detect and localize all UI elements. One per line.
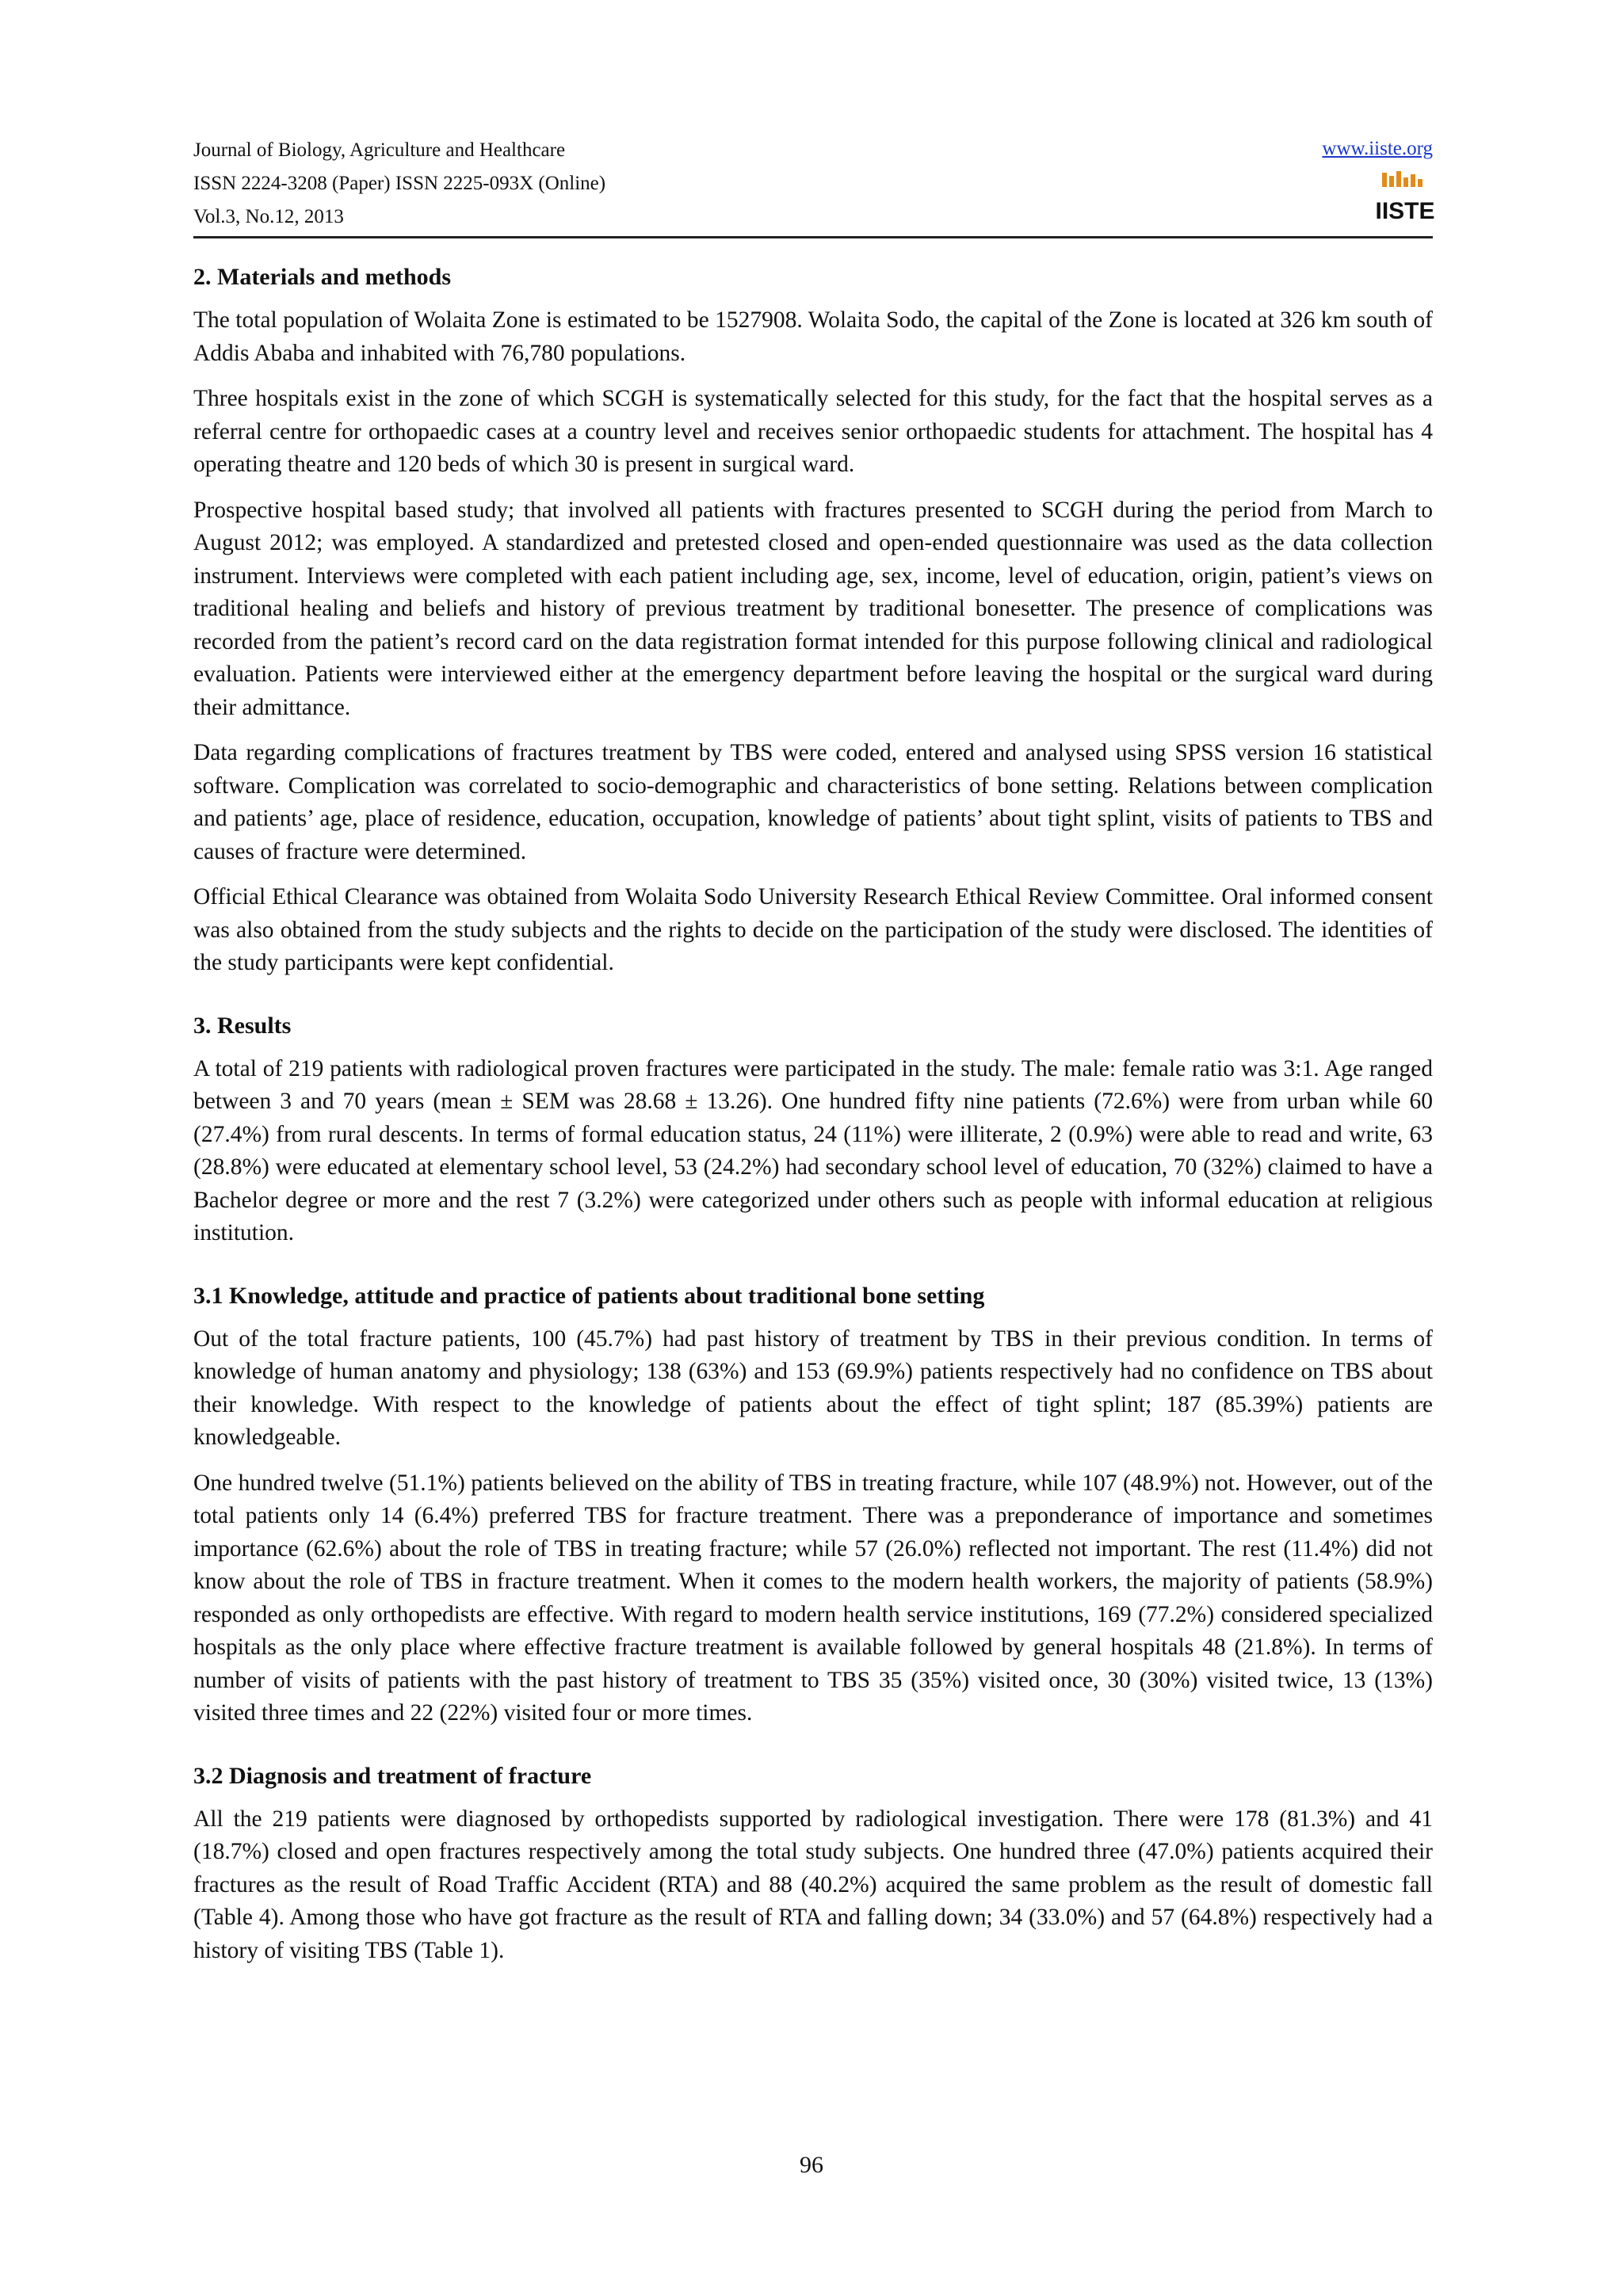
- issn-line: ISSN 2224-3208 (Paper) ISSN 2225-093X (Online): [193, 173, 606, 194]
- paragraph: Prospective hospital based study; that involved all patients with fractures presented to SCGH during the period from March to August 2012; was employed. A standardized and pretested closed and open-ended questionnaire was used as the data collection instrument. Interviews were completed with each patient including age, sex, income, level of education, origin, patient’s views on traditional healing and beliefs and history of previous treatment by traditional bonesetter. The presence of complications was recorded from the patient’s record card on the data registration format intended for this purpose following clinical and radiological evaluation. Patients were interviewed either at the emergency department before leaving the hospital or the surgical ward during their admittance.: [193, 497, 1433, 720]
- paragraph: Out of the total fracture patients, 100 (45.7%) had past history of treatment by TBS in their previous condition. In terms of knowledge of human anatomy and physiology; 138 (63%) and 153 (69.9%) patients respectively had no confidence on TBS about their knowledge. With respect to the knowledge of patients about the effect of tight splint; 187 (85.39%) patients are knowledgeable.: [193, 1325, 1433, 1450]
- subsection-heading-knowledge: 3.1 Knowledge, attitude and practice of patients about traditional bone setting: [193, 1282, 985, 1309]
- section-heading-results: 3. Results: [193, 1012, 292, 1039]
- header-rule: [193, 236, 1433, 238]
- journal-url-link[interactable]: www.iiste.org: [1322, 138, 1433, 159]
- paragraph: Official Ethical Clearance was obtained from Wolaita Sodo University Research Ethical Review Committee. Oral informed consent was also obtained from the study subjects and the rights to decide on the participation of the study were disclosed. The identities of the study participants were kept confidential.: [193, 884, 1433, 975]
- article-body: [193, 261, 1433, 1980]
- section-heading-methods: 2. Materials and methods: [193, 264, 451, 290]
- paragraph: Data regarding complications of fractures treatment by TBS were coded, entered and analysed using SPSS version 16 statistical software. Complication was correlated to socio-demographic and characteristics of bone setting. Relations between complication and patients’ age, place of residence, education, occupation, knowledge of patients’ about tight splint, visits of patients to TBS and causes of fracture were determined.: [193, 740, 1433, 864]
- logo-text: IISTE: [1375, 198, 1435, 224]
- subsection-heading-diagnosis: 3.2 Diagnosis and treatment of fracture: [193, 1762, 592, 1789]
- paragraph: One hundred twelve (51.1%) patients believed on the ability of TBS in treating fracture, while 107 (48.9%) not. However, out of the total patients only 14 (6.4%) preferred TBS for fracture treatment. There was a preponderance of importance and sometimes importance (62.6%) about the role of TBS in treating fracture; while 57 (26.0%) reflected not important. The rest (11.4%) did not know about the role of TBS in fracture treatment. When it comes to the modern health workers, the majority of patients (58.9%) responded as only orthopedists are effective. With regard to modern health service institutions, 169 (77.2%) considered specialized hospitals as the only place where effective fracture treatment is available followed by general hospitals 48 (21.8%). In terms of number of visits of patients with the past history of treatment to TBS 35 (35%) visited once, 30 (30%) visited twice, 13 (13%) visited three times and 22 (22%) visited four or more times.: [193, 1470, 1433, 1726]
- page-number: 96: [800, 2152, 823, 2178]
- journal-name: Journal of Biology, Agriculture and Healthcare: [193, 139, 566, 161]
- paragraph: A total of 219 patients with radiological proven fractures were participated in the study. The male: female ratio was 3:1. Age ranged between 3 and 70 years (mean ± SEM was 28.68 ± 13.26). One hundred fifty nine patients (72.6%) were from urban while 60 (27.4%) from rural descents. In terms of formal education status, 24 (11%) were illiterate, 2 (0.9%) were able to read and write, 63 (28.8%) were educated at elementary school level, 53 (24.2%) had secondary school level of education, 70 (32%) claimed to have a Bachelor degree or more and the rest 7 (3.2%) were categorized under others such as people with informal education at religious institution.: [193, 1055, 1433, 1245]
- volume-line: Vol.3, No.12, 2013: [193, 206, 344, 227]
- paragraph: All the 219 patients were diagnosed by orthopedists supported by radiological investigation. There were 178 (81.3%) and 41 (18.7%) closed and open fractures respectively among the total study subjects. One hundred three (47.0%) patients acquired their fractures as the result of Road Traffic Accident (RTA) and 88 (40.2%) acquired the same problem as the result of domestic fall (Table 4). Among those who have got fracture as the result of RTA and falling down; 34 (33.0%) and 57 (64.8%) respectively had a history of visiting TBS (Table 1).: [193, 1806, 1433, 1963]
- paragraph: The total population of Wolaita Zone is estimated to be 1527908. Wolaita Sodo, the capital of the Zone is located at 326 km south of Addis Ababa and inhabited with 76,780 populations.: [193, 307, 1433, 366]
- page-header: [193, 133, 1433, 236]
- iiste-logo: [1375, 170, 1435, 228]
- paragraph: Three hospitals exist in the zone of which SCGH is systematically selected for this study, for the fact that the hospital serves as a referral centre for orthopaedic cases at a country level and receives senior orthopaedic students for attachment. The hospital has 4 operating theatre and 120 beds of which 30 is present in surgical ward.: [193, 386, 1433, 477]
